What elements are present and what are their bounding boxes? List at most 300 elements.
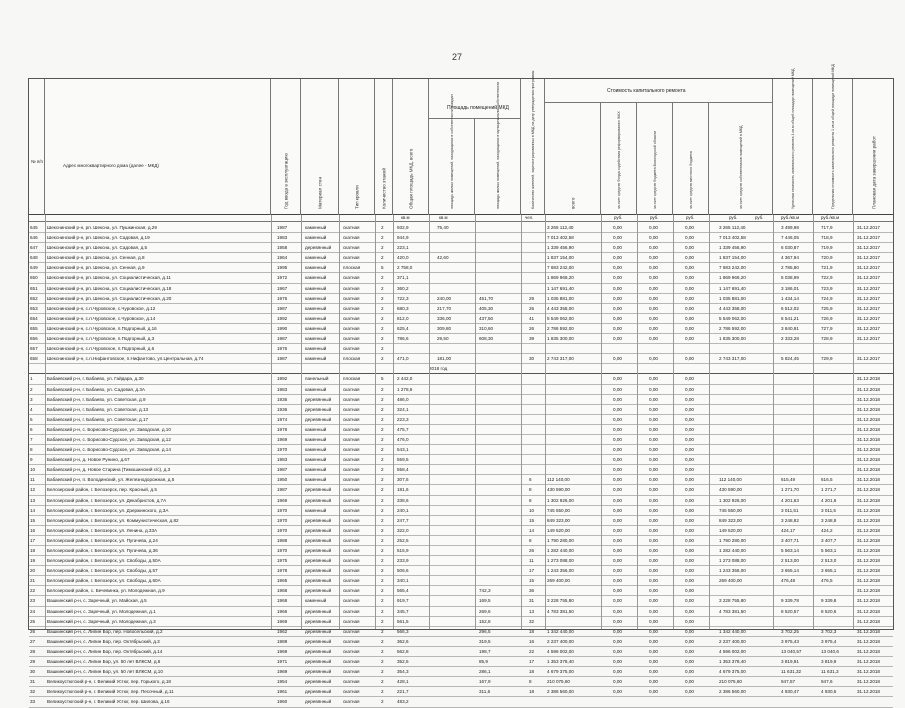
cell-date: 31.12.2018 [857, 517, 880, 523]
col-year-label: Год ввода в эксплуатацию [283, 153, 288, 209]
cell-c2: 0,00 [649, 285, 658, 291]
cell-area: 340,1 [397, 578, 409, 584]
cell-c3: 0,00 [685, 305, 694, 311]
cell-roof: скатная [343, 436, 360, 442]
cell-res: 29 [529, 295, 535, 301]
col-cost-all [545, 103, 601, 215]
cell-cost: 4 679 375,00 [547, 669, 574, 675]
cell-date: 31.12.2018 [857, 487, 880, 493]
cell-max: 4 201,6 [821, 497, 837, 503]
cell-c4: 1 035 881,00 [719, 295, 746, 301]
cell-a3: 319,5 [479, 638, 491, 644]
cell-c3: 0,00 [685, 447, 694, 453]
cell-area: 338,6 [397, 497, 409, 503]
table-row [29, 697, 893, 707]
cell-a3: 405,30 [479, 305, 494, 311]
cell-cost: 3 265 112,40 [547, 225, 574, 230]
col-cost-owners-label: за счет средств собственников помещений в МКД [738, 125, 743, 209]
cell-spec: 11 631,32 [781, 669, 802, 675]
cell-c1: 0,00 [613, 497, 622, 503]
cell-c3: 0,00 [685, 578, 694, 584]
cell-mat: деревянный [305, 548, 332, 553]
cell-a3: 167,9 [479, 679, 491, 685]
col-cost-budget-label: за счет средств бюджета Вологодской области [652, 130, 657, 209]
table-row [29, 304, 893, 314]
cell-fl: 2 [381, 568, 384, 574]
cell-cost: 4 596 002,00 [547, 648, 574, 654]
cell-max: 722,9 [821, 275, 833, 281]
cell-c4: 149 520,00 [719, 527, 742, 533]
cell-mat: деревянный [305, 588, 332, 594]
cell-n: 653 [30, 305, 38, 311]
cell-addr: Вашкинский р-н, с. Липин Бор, пер. Октябрьский, д.3 [47, 638, 160, 644]
cell-date: 31.12.2018 [857, 648, 880, 654]
cell-area: 932,9 [397, 225, 409, 230]
table-row [29, 405, 893, 415]
cell-n: 13 [30, 497, 36, 503]
cell-a3: 296,5 [479, 628, 491, 634]
cell-cost: 1 837 154,00 [547, 255, 574, 261]
col-roof-label: Тип кровли [354, 185, 359, 209]
cell-max: 5 563,1 [821, 548, 837, 553]
cell-year: 1987 [277, 467, 288, 473]
col-cost-all-label: всего [570, 197, 575, 209]
cell-date: 31.12.2018 [857, 659, 880, 665]
cell-spec: 3 702,25 [781, 628, 799, 634]
cell-c2: 0,00 [649, 517, 658, 523]
cell-roof: скатная [343, 497, 360, 503]
cell-c4: 112 140,00 [719, 477, 742, 483]
col-max-cost [813, 64, 853, 215]
unit-area: кв.м [439, 215, 448, 220]
cell-area: 240,1 [397, 507, 409, 513]
cell-year: 1975 [277, 558, 288, 564]
cell-n: 652 [30, 295, 38, 301]
cell-addr: Великоустюгский р-н, г. Великий Устюг, пер. Песочный, д.11 [47, 689, 174, 695]
cell-c2: 0,00 [649, 467, 658, 473]
cell-max: 719,9 [821, 245, 833, 251]
cell-roof: скатная [343, 245, 360, 251]
cell-c2: 0,00 [649, 568, 658, 574]
col-area-private [429, 94, 475, 215]
cell-year: 1987 [277, 487, 288, 493]
cell-spec: 4 367,94 [781, 255, 799, 261]
cell-area: 354,3 [397, 669, 409, 675]
cell-addr: Белозерский район, г. Белозерск, ул. Ленина, д.33А [47, 527, 158, 533]
cell-a3: 169,5 [479, 598, 491, 604]
cell-c2: 0,00 [649, 598, 658, 604]
cell-c2: 0,00 [649, 527, 658, 533]
col-floors-label: Количество этажей [381, 168, 386, 209]
cell-c2: 0,00 [649, 648, 658, 654]
cell-year: 1968 [277, 598, 288, 604]
cell-c1: 0,00 [613, 507, 622, 513]
cell-year: 1969 [277, 436, 288, 442]
cell-max: 13 040,6 [821, 648, 839, 654]
cell-mat: каменный [305, 598, 327, 604]
col-material [301, 79, 339, 215]
grid-line [813, 215, 814, 629]
cell-res: 11 [529, 558, 534, 564]
cell-fl: 2 [381, 638, 384, 644]
cell-date: 31.12.2018 [857, 669, 880, 675]
table-row [29, 233, 893, 243]
cell-c2: 0,00 [649, 608, 658, 614]
cell-max: 947,6 [821, 679, 833, 685]
cell-mat: панельный [305, 376, 329, 382]
cell-addr: Вашкинский р-н, с. Липин Бор, пер. Октябрьский, д.14 [47, 648, 163, 654]
cell-mat: каменный [305, 325, 327, 331]
cell-fl: 2 [381, 537, 384, 543]
cell-fl: 2 [381, 598, 384, 604]
cell-n: 649 [30, 265, 38, 271]
cell-c1: 0,00 [613, 689, 622, 695]
cell-n: 8 [30, 447, 33, 453]
cell-cost: 2 386 560,00 [547, 689, 574, 695]
cell-mat: каменный [305, 315, 327, 321]
col-area-total-label: Общая площадь МКД, всего [408, 148, 413, 209]
cell-area: 371,1 [397, 275, 409, 281]
cell-n: 646 [30, 235, 38, 241]
cell-res: 18 [529, 628, 535, 634]
cell-roof: скатная [343, 467, 360, 473]
units-row [29, 215, 893, 222]
table-row [29, 455, 893, 465]
cell-n: 648 [30, 255, 38, 261]
cell-mat: каменный [305, 356, 327, 362]
cell-area: 944,9 [397, 235, 409, 241]
cell-area: 558,4 [397, 467, 409, 473]
cell-c2: 0,00 [649, 396, 658, 402]
cell-c2: 0,00 [649, 679, 658, 685]
cell-cost: 3 228 755,80 [547, 598, 574, 604]
cell-spec: 3 655,14 [781, 568, 799, 574]
cell-c4: 1 790 280,00 [719, 537, 746, 543]
table-row [29, 496, 893, 506]
cell-addr: Бабаевский р-н, с. Борисово-Судское, ул. Заводская, д.14 [47, 447, 171, 453]
unit-cost-owners: руб. [729, 215, 738, 220]
cell-n: 6 [30, 426, 33, 432]
cell-a2: 42,60 [437, 255, 449, 261]
cell-area: 360,2 [397, 285, 409, 291]
cell-n: 30 [30, 669, 36, 675]
cell-area: 420,0 [397, 255, 409, 261]
unit-max: руб./кв.м [821, 215, 840, 220]
cell-c3: 0,00 [685, 426, 694, 432]
cell-c1: 0,00 [613, 245, 622, 251]
cell-c3: 0,00 [685, 406, 694, 412]
section-label: 2018 год [429, 366, 448, 372]
cell-date: 31.12.2018 [857, 426, 880, 432]
cell-c1: 0,00 [613, 376, 622, 382]
cell-addr: Бабаевский р-н, г. Бабаево, ул. Садовая, д.3А [47, 386, 145, 392]
col-residents [521, 70, 545, 215]
cell-c1: 0,00 [613, 669, 622, 675]
table-row [29, 435, 893, 445]
cell-addr: Белозерский район, г. Белозерск, ул. Свободы, д.60А [47, 578, 161, 584]
cell-date: 31.12.2018 [857, 618, 880, 624]
cell-roof: плоская [343, 356, 361, 362]
grid-line [271, 215, 272, 629]
cell-spec: 5 038,99 [781, 275, 799, 281]
col-spec-cost-label: Удельная стоимость капитального ремонта 1 кв.м общей площади помещений МКД [790, 68, 795, 209]
cell-c4: 1 243 356,00 [719, 568, 746, 574]
cell-fl: 2 [381, 578, 384, 584]
cell-n: 4 [30, 406, 33, 412]
cell-cost: 269 400,00 [547, 578, 570, 584]
cell-mat: деревянный [305, 245, 332, 251]
cell-fl: 2 [381, 416, 384, 422]
cell-n: 647 [30, 245, 38, 251]
cell-max: 2 513,0 [821, 558, 837, 564]
cell-roof: скатная [343, 325, 360, 331]
cell-res: 8 [529, 487, 532, 493]
cell-area: 247,7 [397, 517, 409, 523]
cell-mat: деревянный [305, 608, 332, 614]
cell-roof: скатная [343, 628, 360, 634]
cell-cost: 4 443 358,00 [547, 305, 574, 311]
cell-year: 1978 [277, 568, 288, 574]
table-row [29, 607, 893, 617]
cell-n: 33 [30, 699, 36, 705]
cell-addr: Белозерский район, г. Белозерск, ул. Дзержинского, д.3А [47, 507, 169, 513]
cell-c2: 0,00 [649, 659, 658, 665]
cell-roof: скатная [343, 275, 360, 281]
table-row [29, 596, 893, 606]
table-row [29, 395, 893, 405]
grid-line [709, 215, 710, 629]
table-row [29, 475, 893, 485]
cell-c2: 0,00 [649, 235, 658, 241]
cell-cost: 5 549 062,00 [547, 315, 574, 321]
cell-max: 8 520,6 [821, 608, 837, 614]
cell-mat: каменный [305, 305, 327, 311]
cell-year: 1967 [277, 285, 288, 291]
cell-addr: Белозерский район, г. Белозерск, ул. Коммунистическая, д.82 [47, 517, 179, 523]
cell-fl: 2 [381, 457, 384, 463]
cell-year: 1989 [277, 638, 288, 644]
cell-roof: скатная [343, 598, 360, 604]
cell-c1: 0,00 [613, 648, 622, 654]
cell-roof: скатная [343, 669, 360, 675]
cell-year: 1970 [277, 527, 288, 533]
cell-area: 471,0 [397, 356, 409, 362]
cell-res: 8 [529, 497, 532, 503]
cell-date: 31.12.2018 [857, 537, 880, 543]
col-year [271, 79, 301, 215]
cell-area: 1 278,6 [397, 386, 413, 392]
cell-roof: плоская [343, 376, 361, 382]
cell-year: 1988 [277, 537, 288, 543]
cell-area: 543,1 [397, 447, 409, 453]
cell-mat: деревянный [305, 497, 332, 503]
cell-c3: 0,00 [685, 598, 694, 604]
cell-c3: 0,00 [685, 497, 694, 503]
cell-res: 31 [529, 598, 535, 604]
cell-year: 1960 [277, 699, 288, 705]
cell-spec: 6 512,02 [781, 305, 799, 311]
cell-area: 506,6 [397, 568, 409, 574]
cell-n: 3 [30, 396, 33, 402]
cell-n: 5 [30, 416, 33, 422]
cell-c1: 0,00 [613, 436, 622, 442]
cell-c2: 0,00 [649, 275, 658, 281]
cell-c2: 0,00 [649, 426, 658, 432]
cell-date: 31.12.2018 [857, 406, 880, 412]
cell-c2: 0,00 [649, 416, 658, 422]
cell-c2: 0,00 [649, 477, 658, 483]
cell-fl: 5 [381, 265, 384, 271]
table-row [29, 586, 893, 596]
grid-line [853, 215, 854, 629]
cell-c3: 0,00 [685, 225, 694, 230]
cell-c4: 4 679 375,00 [719, 669, 746, 675]
cell-area: 345,7 [397, 608, 409, 614]
cell-roof: скатная [343, 588, 360, 594]
cell-max: 476,5 [821, 578, 833, 584]
cell-year: 1970 [277, 447, 288, 453]
cell-addr: Бабаевский р-н, г. Бабаево, ул. Советская, д.9 [47, 396, 146, 402]
cell-cost: 1 273 088,00 [547, 558, 574, 564]
cell-date: 31.12.2017 [857, 315, 880, 321]
cell-a3: 608,30 [479, 336, 494, 342]
cell-a3: 451,70 [479, 295, 494, 301]
cell-c2: 0,00 [649, 537, 658, 543]
cell-res: 32 [529, 618, 535, 624]
cell-res: 30 [529, 356, 535, 362]
cell-mat: деревянный [305, 517, 332, 523]
cell-cost: 430 590,00 [547, 487, 570, 493]
cell-spec: 6 541,21 [781, 315, 799, 321]
table-row [29, 445, 893, 455]
grid-line [601, 215, 602, 629]
cell-area: 233,9 [397, 558, 409, 564]
cell-c2: 0,00 [649, 386, 658, 392]
cell-fl: 2 [381, 315, 384, 321]
col-max-cost-label: Предельная стоимость капитального ремонта 1 кв.м общей площади помещений МКД [830, 64, 835, 209]
unit-residents: чел. [525, 215, 534, 220]
cell-cost: 7 683 242,00 [547, 265, 574, 271]
cell-area: 252,5 [397, 537, 409, 543]
cell-max: 3 975,4 [821, 638, 837, 644]
cell-date: 31.12.2017 [857, 255, 880, 261]
cell-c4: 4 443 358,00 [719, 305, 746, 311]
cell-roof: скатная [343, 346, 360, 352]
cell-c3: 0,00 [685, 315, 694, 321]
grid-line [773, 215, 774, 629]
cell-spec: 8 520,57 [781, 608, 799, 614]
cell-a2: 217,70 [437, 305, 452, 311]
cell-addr: Вашкинский р-н, с. Липин Бор, ул. 50 лет ВЛКСМ, д.10 [47, 669, 163, 675]
cell-mat: каменный [305, 477, 327, 483]
cell-n: 20 [30, 568, 36, 574]
cell-cost: 1 869 969,20 [547, 275, 574, 281]
cell-area: 559,5 [397, 457, 409, 463]
cell-spec: 3 819,91 [781, 659, 799, 665]
cell-mat: деревянный [305, 527, 332, 533]
cell-c3: 0,00 [685, 275, 694, 281]
col-area-group-label: Площадь помещений МКД [447, 105, 509, 111]
cell-n: 25 [30, 618, 36, 624]
cell-c1: 0,00 [613, 275, 622, 281]
cell-date: 31.12.2018 [857, 396, 880, 402]
cell-c2: 0,00 [649, 618, 658, 624]
cell-roof: скатная [343, 548, 360, 553]
cell-fl: 2 [381, 396, 384, 402]
cell-max: 9 339,8 [821, 598, 837, 604]
cell-c1: 0,00 [613, 598, 622, 604]
cell-res: 14 [529, 527, 535, 533]
cell-c2: 0,00 [649, 255, 658, 261]
cell-c3: 0,00 [685, 558, 694, 564]
cell-mat: деревянный [305, 416, 332, 422]
cell-c3: 0,00 [685, 507, 694, 513]
cell-c2: 0,00 [649, 558, 658, 564]
cell-area: 562,8 [397, 648, 409, 654]
cell-c3: 0,00 [685, 548, 694, 553]
cell-year: 1954 [277, 679, 288, 685]
cell-res: 16 [529, 638, 535, 644]
cell-year: 1969 [277, 497, 288, 503]
cell-cost: 1 339 456,90 [547, 245, 574, 251]
cell-roof: скатная [343, 618, 360, 624]
cell-area: 221,7 [397, 689, 409, 695]
cell-date: 31.12.2017 [857, 285, 880, 291]
cell-c2: 0,00 [649, 265, 658, 271]
cell-area: 476,0 [397, 436, 409, 442]
cell-c1: 0,00 [613, 679, 622, 685]
cell-c3: 0,00 [685, 517, 694, 523]
cell-year: 1987 [277, 336, 288, 342]
table-row [29, 566, 893, 576]
cell-addr: Шекснинский р-н, с.п.Чуровское, п.Подгорный, д.16 [47, 325, 157, 331]
cell-max: 4 930,5 [821, 689, 837, 695]
cell-c1: 0,00 [613, 588, 622, 594]
table-row [29, 526, 893, 536]
cell-fl: 2 [381, 669, 384, 675]
cell-spec: 3 499,98 [781, 225, 799, 230]
cell-cost: 210 075,60 [547, 679, 570, 685]
cell-addr: Великоустюгский р-н, г. Великий Устюг, пер. Шилова, д.16 [47, 699, 170, 705]
cell-area: 919,7 [397, 598, 409, 604]
table-row [29, 243, 893, 253]
cell-area: 722,3 [397, 295, 409, 301]
cell-addr: Шекснинский р-н, рп. Шексна, ул. Социалистическая, д.11 [47, 275, 171, 281]
table-row [29, 324, 893, 334]
cell-roof: скатная [343, 487, 360, 493]
cell-area: 2 442,0 [397, 376, 413, 382]
table-row [29, 344, 893, 354]
cell-c4: 1 147 691,40 [719, 285, 746, 291]
cell-addr: Белозерский район, г. Белозерск, ул. Декабристов, д.7А [47, 497, 167, 503]
cell-cost: 1 035 881,00 [547, 295, 574, 301]
cell-n: 16 [30, 527, 36, 533]
cell-year: 1972 [277, 275, 288, 281]
cell-n: 657 [30, 346, 38, 352]
cell-c3: 0,00 [685, 588, 694, 594]
col-floors [375, 79, 393, 215]
cell-date: 31.12.2017 [857, 245, 880, 251]
cell-spec: 3 407,71 [781, 537, 799, 543]
cell-year: 1966 [277, 608, 288, 614]
cell-res: 26 [529, 305, 535, 311]
cell-max: 725,9 [821, 305, 833, 311]
table-row [29, 334, 893, 344]
table-row [29, 687, 893, 697]
cell-year: 1987 [277, 225, 288, 230]
cell-year: 1950 [277, 477, 288, 483]
cell-spec: 4 930,47 [781, 689, 799, 695]
